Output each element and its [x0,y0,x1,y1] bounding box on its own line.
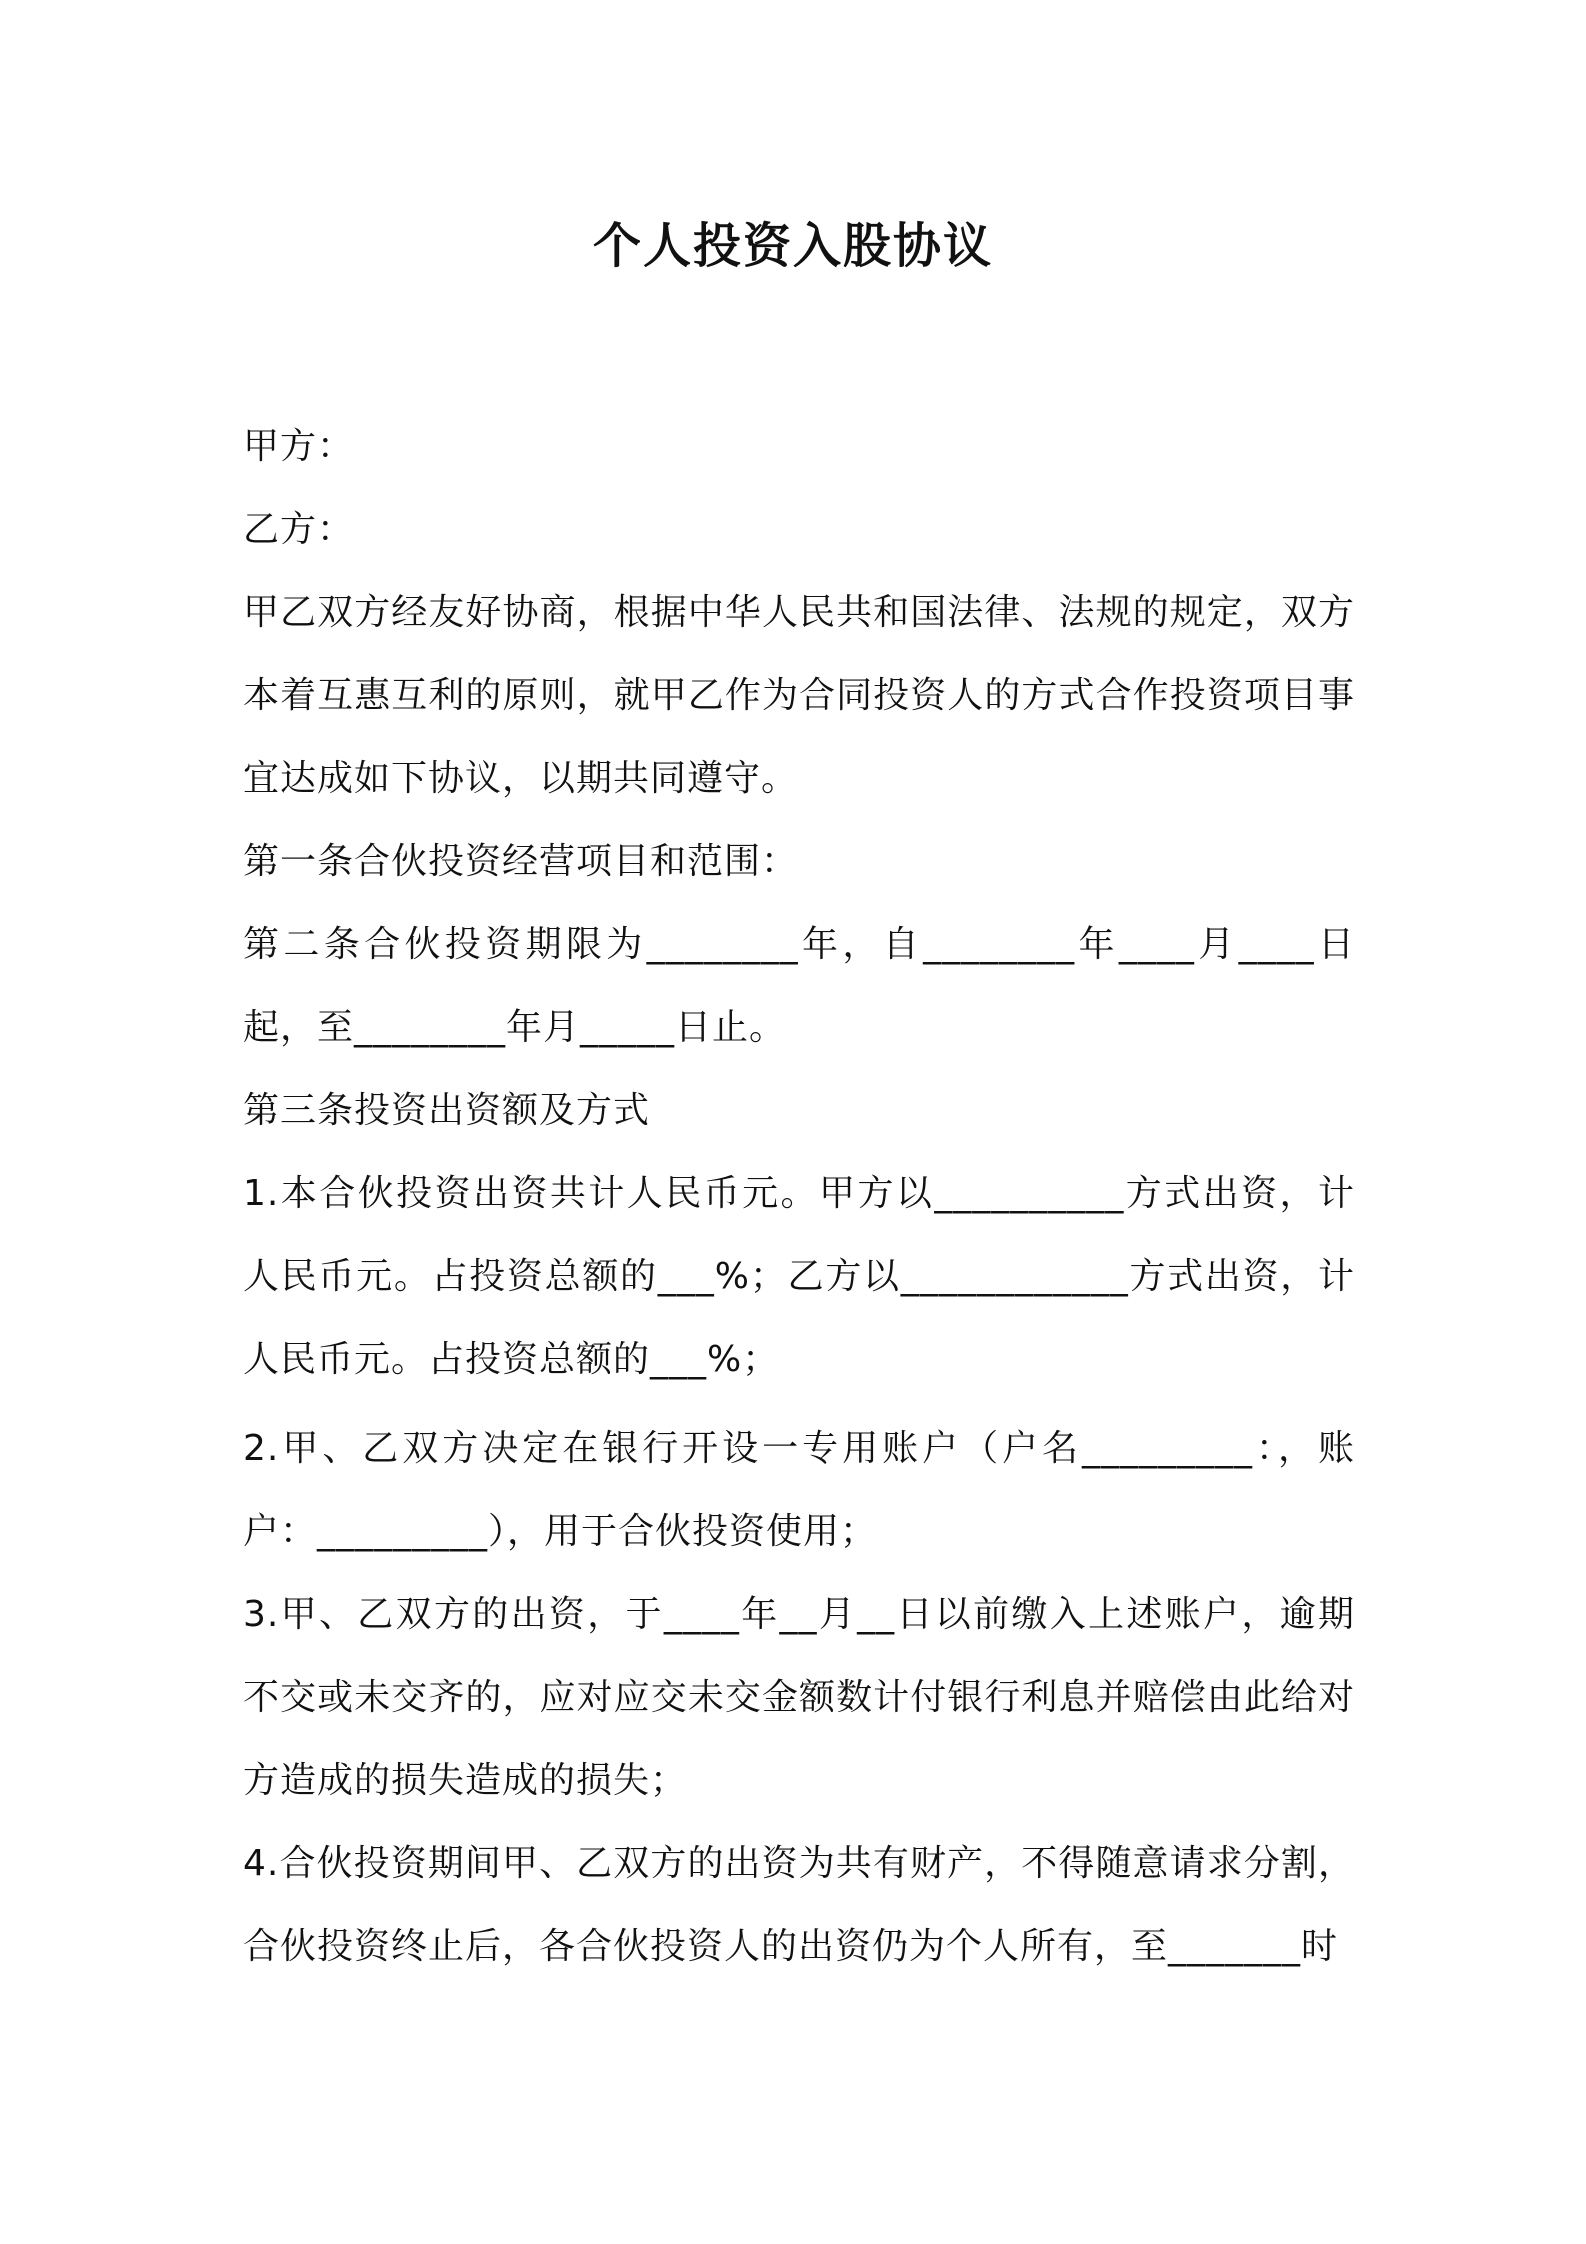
party-b-line: 乙方： [243,509,355,550]
party-a-line: 甲方： [243,426,355,467]
clause-3-paragraph: 3.甲、乙双方的出资，于____年__月__日以前缴入上述账户，逾期不交或未交齐的，应对应交未交金额数计付银行利息并赔偿由此给对方造成的损失造成的损失； [243,1594,1355,1801]
document-title: 个人投资入股协议 [592,218,993,274]
clause-2-paragraph: 2.甲、乙双方决定在银行开设一专用账户（户名_________：，账户：_________），用于合伙投资使用； [243,1428,1355,1552]
article-3-heading: 第三条投资出资额及方式 [243,1090,651,1131]
clause-1-paragraph: 1.本合伙投资出资共计人民币元。甲方以__________方式出资，计人民币元。占投资总额的___%；乙方以____________方式出资，计人民币元。占投资总额的___%； [243,1173,1355,1380]
preamble-paragraph: 甲乙双方经友好协商，根据中华人民共和国法律、法规的规定，双方本着互惠互利的原则，就甲乙作为合同投资人的方式合作投资项目事宜达成如下协议，以期共同遵守。 [243,592,1355,799]
clause-4-paragraph: 4.合伙投资期间甲、乙双方的出资为共有财产，不得随意请求分割，合伙投资终止后，各合伙投资人的出资仍为个人所有，至_______时 [243,1843,1355,1967]
article-2-paragraph: 第二条合伙投资期限为________年，自________年____月____日起，至________年月_____日止。 [243,924,1355,1048]
document-body [243,405,1355,1988]
article-1-heading: 第一条合伙投资经营项目和范围： [243,841,799,882]
